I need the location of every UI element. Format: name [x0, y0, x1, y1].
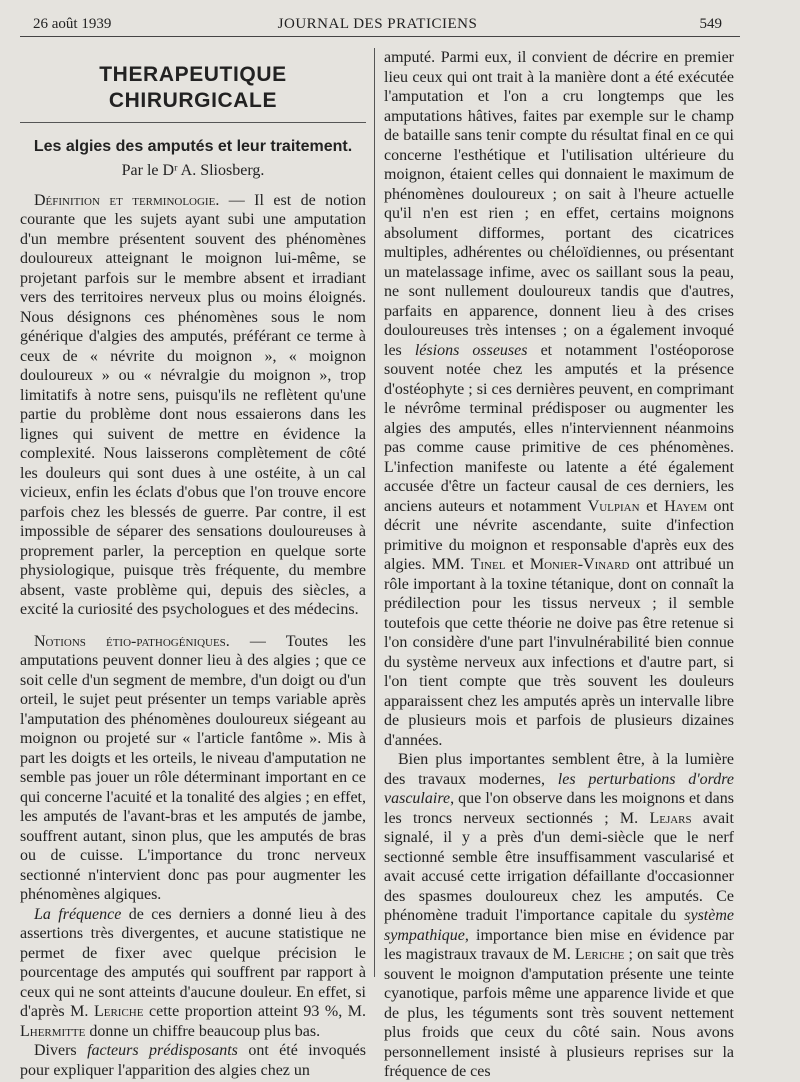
issue-date: 26 août 1939 [33, 16, 112, 32]
paragraph-text: , importance bien mise en évidence par les magistraux travaux de M. [384, 926, 734, 963]
paragraph-factors [20, 1041, 366, 1080]
paragraph-text: de ces derniers a donné lieu à des assertions très divergentes, et aucune statistique ne permet de fixer avec quelque précision le pourcentage des amputés qui souffrent par rapport à ceux qui ne sont atteints d'aucune douleur. En effet, si d'après M. [20, 905, 367, 1020]
paragraph-text: donne un chiffre beaucoup plus bas. [85, 1022, 321, 1040]
author-name: Leriche [574, 946, 625, 963]
italic-term: lésions osseuses [414, 341, 528, 359]
paragraph-etiopathogenic [20, 632, 366, 905]
author-name: Vulpian [587, 497, 640, 515]
paragraph-frequency [20, 905, 366, 1042]
author-name: Leriche [93, 1003, 144, 1020]
paragraph-text: — Il est de notion courante que les sujets ayant subi une amputation d'un membre présentent souvent des phénomènes douloureux atteignant le moignon lui-même, se projetant parfois sur le membre absent et irradiant vers des territoires nerveux plus ou moins éloignés. Nous désignons ces phénomènes sous le nom générique d'algies des amputés, préférant ce terme à ceux de « névrite du moignon », « moignon douloureux » ou « névralgie du moignon », trop limitatifs à notre sens, puisqu'ils ne reflètent qu'une partie du problème dont nous essaierons dans les lignes qui suivent de mettre en évidence la complexité. Nous laisserons complètement de côté les douleurs qui sont dues à une ostéite, à un cal vicieux, enfin les éclats d'obus que l'on trouve encore parfois chez les blessés de guerre. Par contre, il est impossible de séparer des sensations douloureuses à proprement parler, la perception en quelque sorte physiologique, puisque très fréquente, du membre absent, vaste problème qui, depuis des siècles, a excité la curiosité des psychologues et des médecins. [20, 191, 366, 618]
italic-term: système sympathique [384, 907, 734, 944]
paragraph-text: et [639, 497, 665, 515]
italic-term: facteurs prédisposants [87, 1042, 238, 1059]
running-head [33, 16, 722, 38]
article-byline: Par le Dʳ A. Sliosberg. [121, 162, 265, 179]
paragraph-heading: Notions étio-pathogéniques. [34, 632, 230, 650]
column-rule [374, 48, 375, 977]
left-column [20, 48, 366, 1080]
page-number: 549 [699, 16, 722, 32]
paragraph-text: avait signalé, il y a près d'un demi-siècle que le nerf sectionné semble être insuffisamment vascularisé et avait accusé cette irrigation défaillante d'occasionner des spasmes douloureux chez les amputés. Ce phénomène traduit l'importance capitale du [384, 809, 735, 924]
paragraph-text: cette proportion atteint 93 %, M. [143, 1003, 366, 1020]
paragraph-text: ont attribué un rôle important à la toxine tétanique, dont on connaît la prédilection pour les tissus nerveux ; il semble toutefois que cette théorie ne doive pas être retenue si l'on considère d'une part l'invulnérabilité bien connue du système nerveux aux infections et d'autre part, si l'on tient compte que très souvent les douleurs apparaissent chez les amputés après un intervalle libre de plusieurs mois et parfois de plusieurs dizaines d'années. [384, 556, 735, 749]
paragraph-text: Bien plus importantes semblent être, à la lumière des travaux modernes, [384, 751, 734, 788]
author-name: Lhermitte [20, 1022, 86, 1040]
paragraph-text: ont été invoqués pour expliquer l'apparition des algies chez un [20, 1042, 366, 1079]
paragraph-heading: Définition et terminologie. [34, 191, 220, 209]
paragraph-continued [384, 48, 734, 750]
paragraph-text: Divers [34, 1042, 88, 1059]
paragraph-text: et [505, 556, 530, 573]
journal-title: JOURNAL DES PRATICIENS [277, 16, 478, 32]
paragraph-definition [20, 191, 366, 620]
paragraph-text: — Toutes les amputations peuvent donner lieu à des algies ; que ce soit celle d'un segment de membre, d'un doigt ou d'un orteil, le sujet peut présenter un temps variable après l'amputation des phénomènes douloureux siégeant au moignon ou projeté sur « l'article fantôme ». Mis à part les doigts et les orteils, le niveau d'amputation ne semble pas jouer un rôle déterminant important en ce qui concerne l'acuité et la tonalité des algies ; en effet, les amputés de l'avant-bras et les amputés de jambe, souffrent autant, sinon plus, que les amputés de bras ou de cuisse. L'importance du tronc nerveux sectionné n'intervient donc pas pour augmenter les phénomènes algiques. [20, 632, 366, 903]
header-rule [20, 36, 740, 37]
right-column [384, 48, 734, 1082]
paragraph-vascular [384, 750, 734, 1082]
author-name: Monier-Vinard [529, 556, 630, 573]
author-name: Lejars [649, 809, 692, 827]
author-name: Hayem [664, 497, 708, 515]
section-title: THERAPEUTIQUE CHIRURGICALE [20, 62, 366, 123]
italic-term: La fréquence [34, 905, 122, 923]
paragraph-text: ont décrit une névrite ascendante, suite d'infection primitive du moignon et responsable d'après eux des algies. MM. [384, 497, 735, 573]
paragraph-text: ; on sait que très souvent le moignon d'amputation présente une teinte cyanotique, parfois même une apparence livide et que de plus, les téguments sont très souvent nettement plus froids que ceux du côté sain. Nous avons personnellement insisté à plusieurs reprises sur la fréquence de ces [384, 946, 735, 1080]
paragraph-text: , que l'on observe dans les moignons et dans les troncs nerveux sectionnés ; M. [384, 790, 734, 827]
article-title: Les algies des amputés et leur traitement. [33, 138, 353, 155]
paragraph-text: amputé. Parmi eux, il convient de décrire en premier lieu ceux qui ont trait à la manière dont a été exécutée l'amputation et l'on a cru longtemps que les amputations hâtives, faites par exemple sur le champ de bataille sans tenir compte du résultat final en ce qui concerne l'esthétique et l'utilisation ultérieure du moignon, étaient celles qui donnaient le maximum de phénomènes douloureux ; on sait à l'heure actuelle qu'il n'en est rien ; en effet, certains moignons absolument difformes, portant des cicatrices multiples, adhérentes ou chéloïdiennes, ou présentant un matelassage infime, avec os saillant sous la peau, ne sont nullement douloureux tandis que d'autres, parfaits en apparence, donnent lieu à des crises douloureuses très intenses ; on a également invoqué les [384, 49, 734, 359]
italic-term: les perturbations d'ordre vasculaire [384, 770, 734, 807]
paragraph-text: et notamment l'ostéoporose souvent notée chez les amputés et la présence d'ostéophyte ; si ces dernières peuvent, en comprimant le névrôme terminal prédisposer ou augmenter les algies des amputés, elles n'interviennent néanmoins pas comme cause primitive de ces phénomènes. L'infection manifeste ou latente a été également accusée d'être un facteur causal de ces derniers, les anciens auteurs et notamment [384, 341, 735, 515]
author-name: Tinel [470, 556, 506, 573]
